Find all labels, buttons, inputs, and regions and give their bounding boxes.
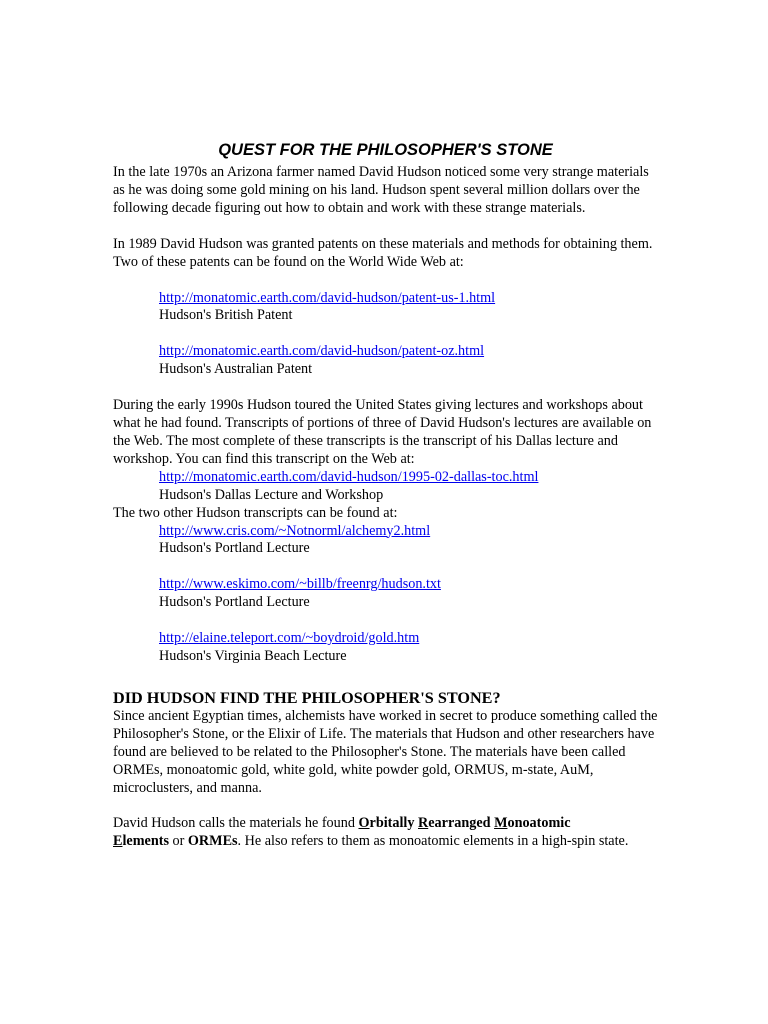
patent-oz-label: Hudson's Australian Patent (159, 361, 313, 378)
spacer (113, 272, 658, 290)
spacer (113, 379, 658, 397)
spacer (113, 558, 658, 576)
transcript-entry (113, 630, 658, 666)
teleport-label: Hudson's Virginia Beach Lecture (159, 648, 347, 665)
teleport-link[interactable]: http://elaine.teleport.com/~boydroid/gold.htm (159, 630, 420, 647)
patent-entry (113, 343, 658, 379)
ormes-paragraph (113, 815, 658, 851)
dallas-entry (113, 469, 658, 505)
spacer (113, 325, 658, 343)
cris-link[interactable]: http://www.cris.com/~Notnorml/alchemy2.html (159, 522, 431, 539)
page-title: QUEST FOR THE PHILOSOPHER'S STONE (218, 141, 553, 159)
ormes-word-elements: lements (122, 833, 169, 850)
ormes-initial-e: E (113, 833, 123, 850)
ormes-word-monoatomic: onoatomic (507, 815, 571, 832)
intro-paragraph: In the late 1970s an Arizona farmer named David Hudson noticed some very strange materials as he was doing some gold mining on his land. Hudson spent several million dollars over the following decade figuring out how to obtain and work with these strange materials. (113, 164, 649, 216)
patent-oz-link[interactable]: http://monatomic.earth.com/david-hudson/patent-oz.html (159, 343, 485, 360)
document-page (113, 140, 658, 851)
ormes-word-rearranged: earranged (428, 815, 495, 832)
spacer (113, 218, 658, 236)
patents-paragraph: In 1989 David Hudson was granted patents on these materials and methods for obtaining them. Two of these patents can be found on the World Wide Web at: (113, 235, 653, 270)
ormes-initial-r: R (418, 815, 429, 832)
transcript-entry (113, 576, 658, 612)
cris-label: Hudson's Portland Lecture (159, 540, 310, 557)
ormes-word-orbitally: rbitally (369, 815, 418, 832)
patent-us-link[interactable]: http://monatomic.earth.com/david-hudson/patent-us-1.html (159, 289, 496, 306)
ormes-outro: . He also refers to them as monoatomic elements in a high-spin state. (237, 833, 629, 850)
patent-entry (113, 290, 658, 326)
eskimo-link[interactable]: http://www.eskimo.com/~billb/freenrg/hudson.txt (159, 576, 441, 593)
dallas-label: Hudson's Dallas Lecture and Workshop (159, 486, 384, 503)
eskimo-label: Hudson's Portland Lecture (159, 594, 310, 611)
ormes-intro: David Hudson calls the materials he found (113, 815, 359, 832)
spacer (113, 797, 658, 815)
ormes-acronym: ORMEs (187, 833, 238, 850)
lectures-paragraph: During the early 1990s Hudson toured the United States giving lectures and workshops about what he had found. Transcripts of portions of three of David Hudson's lectures are available on the Web. The most complete of these transcripts is the transcript of his Dallas lecture and workshop. You can find this transcript on the Web at: (113, 397, 652, 467)
ormes-initial-o: O (358, 815, 370, 832)
dallas-link[interactable]: http://monatomic.earth.com/david-hudson/1995-02-dallas-toc.html (159, 468, 539, 485)
ormes-or: or (168, 833, 188, 850)
section2-paragraph: Since ancient Egyptian times, alchemists have worked in secret to produce something called the Philosopher's Stone, or the Elixir of Life. The materials that Hudson and other researchers have found are believed to be related to the Philosopher's Stone. The materials have been called ORMEs, monoatomic gold, white gold, white powder gold, ORMUS, m-state, AuM, microclusters, and manna. (113, 707, 658, 796)
section-heading: DID HUDSON FIND THE PHILOSOPHER'S STONE? (113, 688, 501, 707)
patent-us-label: Hudson's British Patent (159, 307, 293, 324)
transcript-entry (113, 523, 658, 559)
ormes-initial-m: M (494, 815, 508, 832)
spacer (113, 612, 658, 630)
other-transcripts-text: The two other Hudson transcripts can be found at: (113, 504, 398, 521)
